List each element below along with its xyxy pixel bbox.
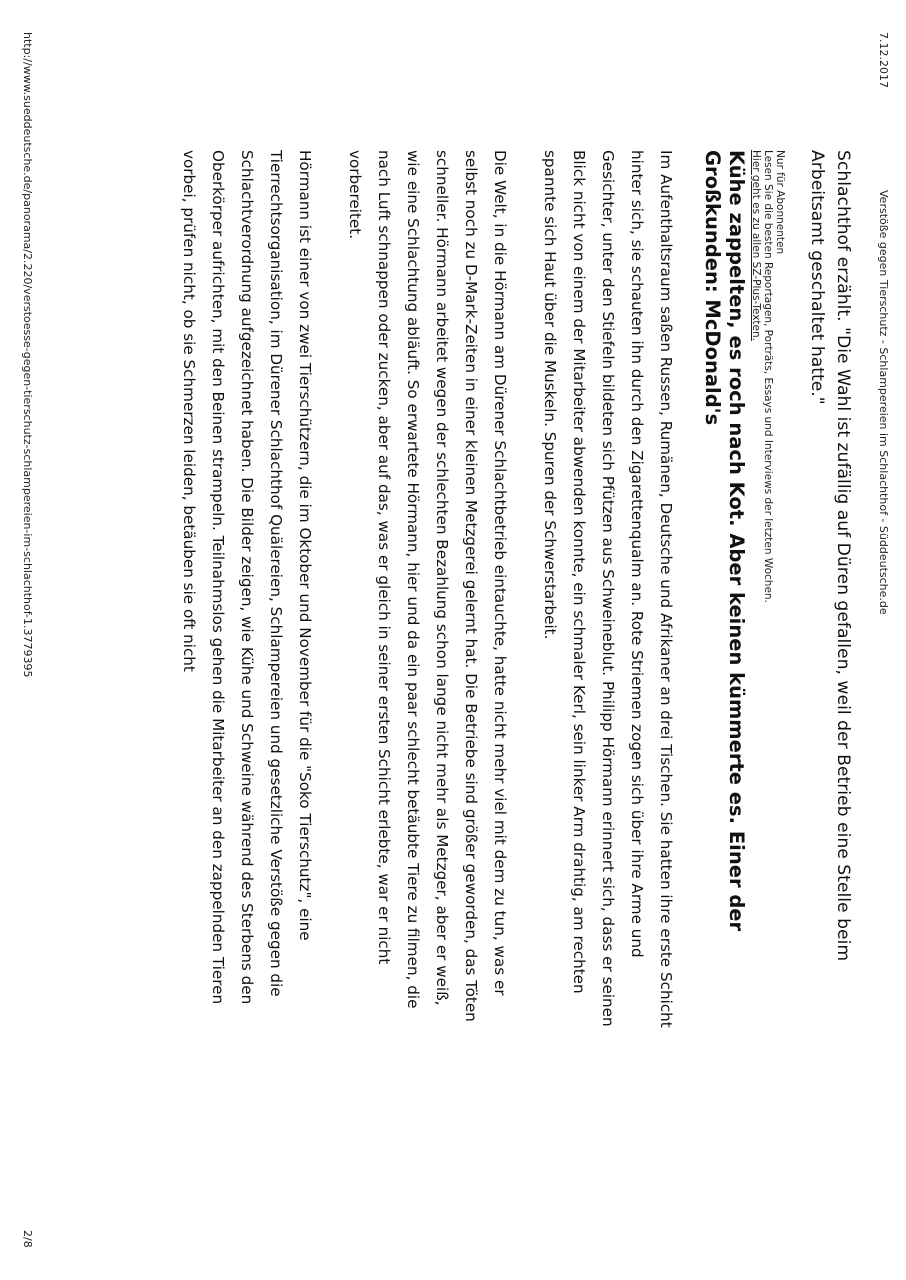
article-paragraph: Hörmann ist einer von zwei Tierschützern, die im Oktober und November für die "Soko Tierschutz", eine Tierrechtsorganisation, im Dürener Schlachthof Quälereien, Schlampereien und gesetzliche Verstöße gegen die Schlachtverordnung aufgezeichnet haben. Die Bilder zeigen, wie Kühe und Schweine während des Sterbens den Oberkörper aufrichten, mit den Beinen strampeln. Teilnahmslos gehen die Mitarbeiter an den zappelnden Tieren vorbei, prüfen nicht, ob sie Schmerzen leiden, betäuben sie oft nicht bbox=[180, 150, 314, 1005]
sz-plus-link[interactable]: Hier geht es zu allen SZ-Plus-Texten. bbox=[750, 150, 762, 342]
lead-paragraph: Schlachthof erzählt. "Die Wahl ist zufällig auf Düren gefallen, weil der Betrieb eine Stelle beim Arbeitsamt geschaltet hatte." bbox=[807, 150, 853, 962]
print-date: 7.12.2017 bbox=[877, 32, 890, 88]
print-page-title: Verstöße gegen Tierschutz - Schlampereien im Schlachthof - Süddeutsche.de bbox=[877, 190, 890, 615]
article-body bbox=[153, 150, 856, 1030]
article-paragraph: Im Aufenthaltsraum saßen Russen, Rumänen, Deutsche und Afrikaner an drei Tischen. Sie hatten ihre erste Schicht hinter sich, sie schauten ihn durch den Zigarettenqualm an. Rote Striemen zogen sich über ihre Arme und Gesichter, unter den Stiefeln bildeten sich Pfützen aus Schweineblut. Philipp Hörmann erinnert sich, dass er seinen Blick nicht von einem der Mitarbeiter abwenden konnte, ein schmaler Kerl, sein linker Arm drahtig, am rechten spannte sich Haut über die Muskeln. Spuren der Schwerstarbeit. bbox=[541, 150, 675, 1028]
print-url: http://www.sueddeutsche.de/panorama/2.220/verstoesse-gegen-tierschutz-schlampereien-im-schlachthof-1.3779395 bbox=[21, 32, 34, 678]
promo-teaser: Lesen Sie die besten Reportagen, Porträts, Essays und Interviews der letzten Wochen. bbox=[762, 150, 774, 603]
page-number: 2/8 bbox=[21, 1230, 34, 1248]
article-paragraph: Die Welt, in die Hörmann am Dürener Schlachtbetrieb eintauchte, hatte nicht mehr viel mit dem zu tun, was er selbst noch zu D-Mark-Zeiten in einer kleinen Metzgerei gelernt hat. Die Betriebe sind größer geworden, das Töten schneller. Hörmann arbeitet wegen der schlechten Bezahlung schon lange nicht mehr als Metzger, aber er weiß, wie eine Schlachtung abläuft. So erwartete Hörmann, hier und da ein paar schlecht betäubte Tiere zu filmen, die nach Luft schnappen oder zucken, aber auf das, was er gleich in seiner ersten Schicht erlebte, war er nicht vorbereitet. bbox=[346, 150, 509, 1022]
promo-label: Nur für Abonnenten bbox=[774, 150, 786, 255]
subscriber-promo bbox=[750, 150, 786, 1030]
section-headline: Kühe zappelten, es roch nach Kot. Aber keinen kümmerte es. Einer der Großkunden: McDonald's bbox=[701, 150, 748, 932]
